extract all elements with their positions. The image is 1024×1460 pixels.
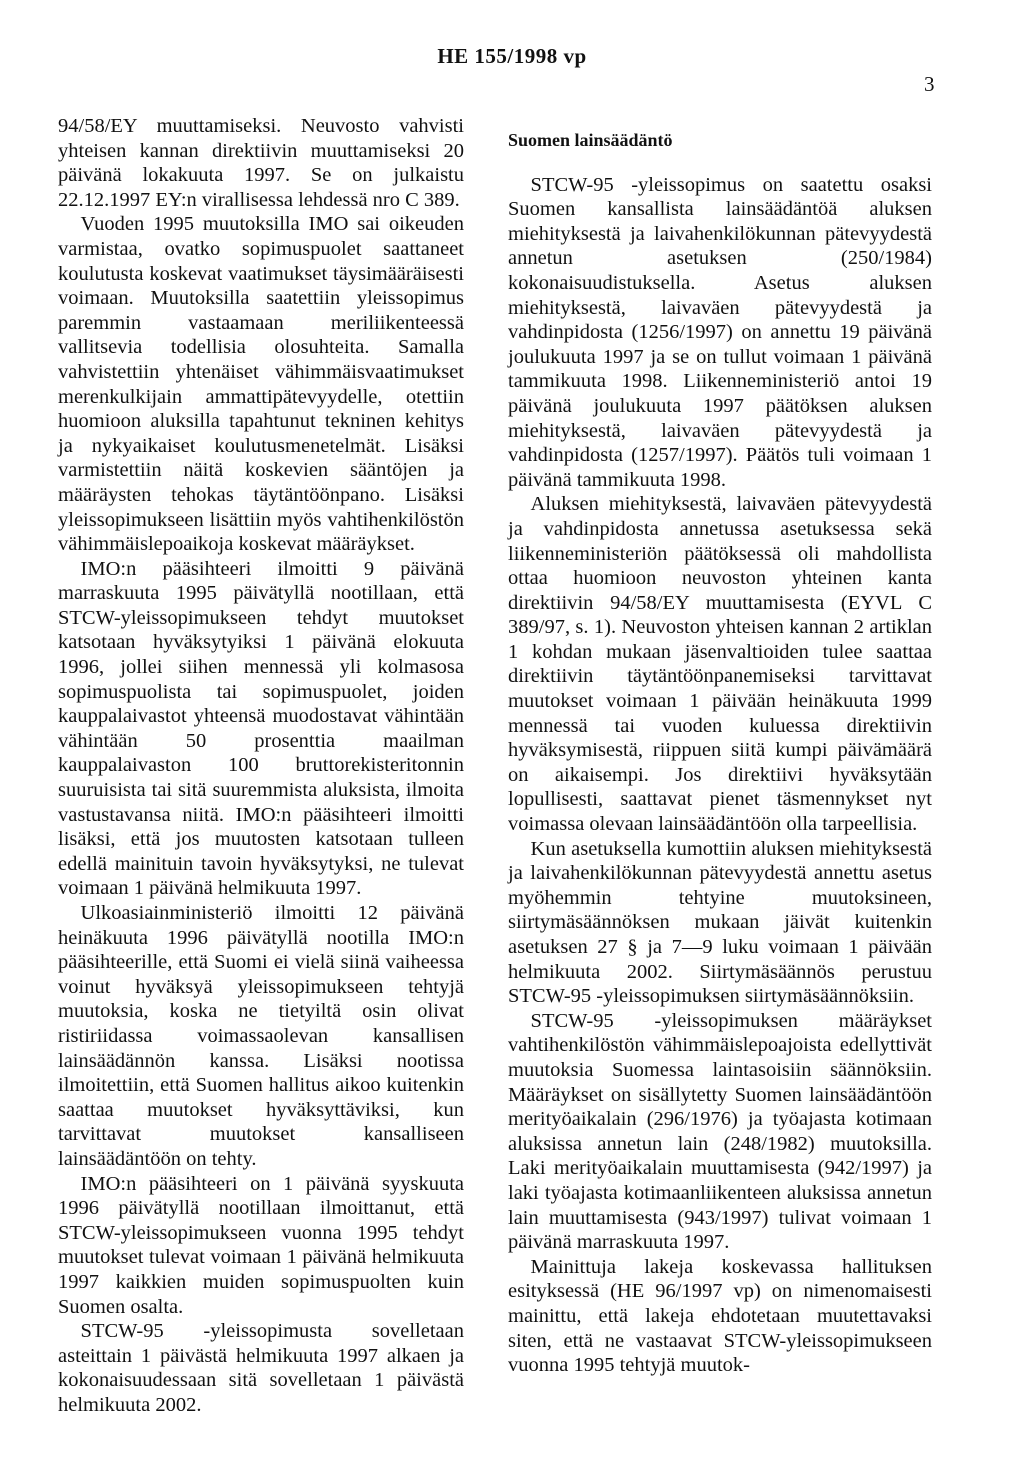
left-column bbox=[58, 114, 464, 1417]
page-number: 3 bbox=[924, 72, 935, 96]
paragraph: IMO:n pääsihteeri ilmoitti 9 päivänä marraskuuta 1995 päivätyllä nootillaan, että STCW-yleissopimukseen tehdyt muutokset katsotaan hyväksytyiksi 1 päivänä elokuuta 1996, jollei siihen mennessä yli kolmasosa sopimuspuolista tai sopimuspuolet, joiden kauppalaivastot yhteensä muodostavat vähintään vähintään 50 prosenttia maailman kauppalaivaston 100 bruttorekisteritonnin suuruisista tai sitä suuremmista aluksista, ilmoita vastustavansa niitä. IMO:n pääsihteeri ilmoitti lisäksi, että jos muutosten katsotaan tulleen edellä mainituin tavoin hyväksytyksi, ne tulevat voimaan 1 päivänä helmikuuta 1997. bbox=[58, 557, 464, 900]
paragraph: Vuoden 1995 muutoksilla IMO sai oikeuden varmistaa, ovatko sopimuspuolet saattaneet koulutusta koskevat vaatimukset täysimääräisesti voimaan. Muutoksilla saatettiin yleissopimus paremmin vastaamaan meriliikenteessä vallitsevia todellisia olosuhteita. Samalla vahvistettiin yhtenäiset vähimmäisvaatimukset merenkulkijain ammattipätevyydelle, otettiin huomioon aluksilla tapahtunut tekninen kehitys ja nykyaikaiset koulutusmenetelmät. Lisäksi varmistettiin näitä koskevien sääntöjen ja määräysten tehokas täytäntöönpano. Lisäksi yleissopimukseen lisättiin myös vahtihenkilöstön vähimmäislepoaikoja koskevat määräykset. bbox=[58, 213, 464, 556]
paragraph: STCW-95 -yleissopimuksen määräykset vahtihenkilöstön vähimmäislepoajoista edellyttivät muutoksia Suomessa laintasoisiin säännöksiin. Määräykset on sisällytetty Suomen lainsäädäntöön merityöaikalain (296/1976) ja työajasta kotimaan aluksissa annetun lain (248/1982) muutoksilla. Laki merityöaikalain muuttamisesta (942/1997) ja laki työajasta kotimaanliikenteen aluksissa annetun lain muuttamisesta (943/1997) tulivat voimaan 1 päivänä marraskuuta 1997. bbox=[508, 1009, 932, 1254]
paragraph: IMO:n pääsihteeri on 1 päivänä syyskuuta 1996 päivätyllä nootillaan ilmoittanut, että STCW-yleissopimukseen vuonna 1995 tehdyt muutokset tulevat voimaan 1 päivänä helmikuuta 1997 kaikkien muiden sopimuspuolten kuin Suomen osalta. bbox=[58, 1172, 464, 1318]
document-reference: HE 155/1998 vp bbox=[437, 44, 587, 68]
section-heading: Suomen lainsäädäntö bbox=[508, 130, 673, 150]
paragraph: Mainittuja lakeja koskevassa hallituksen esityksessä (HE 96/1997 vp) on nimenomaisesti mainittu, että lakeja ehdotetaan muutettavaksi siten, että ne vastaavat STCW-yleissopimukseen vuonna 1995 tehtyjä muutok- bbox=[508, 1255, 932, 1377]
paragraph: Aluksen miehityksestä, laivaväen pätevyydestä ja vahdinpidosta annetussa asetuksessa sekä liikenneministeriön päätöksessä oli mahdollista ottaa huomioon neuvoston yhteinen kanta direktiivin 94/58/EY muuttamisesta (EYVL C 389/97, s. 1). Neuvoston yhteisen kannan 2 artiklan 1 kohdan mukaan jäsenvaltioiden tulee saattaa direktiivin täytäntöönpanemiseksi tarvittavat muutokset voimaan 1 päivään heinäkuuta 1999 mennessä tai vuoden kuluessa direktiivin hyväksymisestä, riippuen siitä kumpi päivämäärä on aikaisempi. Jos direktiivi hyväksytään lopullisesti, saattavat pienet täsmennykset nyt voimassa olevaan lainsäädäntöön olla tarpeellisia. bbox=[508, 493, 932, 836]
paragraph: Kun asetuksella kumottiin aluksen miehityksestä ja laivahenkilökunnan pätevyydestä annettu asetus myöhemmin tehtyine muutoksineen, siirtymäsäännöksen mukaan jäivät kuitenkin asetuksen 27 § ja 7—9 luku voimaan 1 päivään helmikuuta 2002. Siirtymäsäännös perustuu STCW-95 -yleissopimuksen siirtymäsäännöksiin. bbox=[508, 837, 932, 1008]
paragraph: STCW-95 -yleissopimusta sovelletaan asteittain 1 päivästä helmikuuta 1997 alkaen ja kokonaisuudessaan sitä sovelletaan 1 päivästä helmikuuta 2002. bbox=[58, 1320, 464, 1416]
paragraph: STCW-95 -yleissopimus on saatettu osaksi Suomen kansallista lainsäädäntöä aluksen miehityksestä ja laivahenkilökunnan pätevyydestä annetun asetuksen (250/1984) kokonaisuudistuksella. Asetus aluksen miehityksestä, laivaväen pätevyydestä ja vahdinpidosta (1256/1997) on annettu 19 päivänä joulukuuta 1997 ja se on tullut voimaan 1 päivänä tammikuuta 1998. Liikenneministeriö antoi 19 päivänä joulukuuta 1997 päätöksen aluksen miehityksestä, laivaväen pätevyydestä ja vahdinpidosta (1257/1997). Päätös tuli voimaan 1 päivänä tammikuuta 1998. bbox=[508, 173, 932, 491]
paragraph: Ulkoasiainministeriö ilmoitti 12 päivänä heinäkuuta 1996 päivätyllä nootilla IMO:n pääsihteerille, että Suomi ei vielä siinä vaiheessa voinut hyväksyä yleissopimukseen tehtyjä muutoksia, koska ne tietyiltä osin olivat ristiriidassa voimassaolevan kansallisen lainsäädännön kanssa. Lisäksi nootissa ilmoitettiin, että Suomen hallitus aikoo kuitenkin saattaa muutokset hyväksyttäviksi, kun tarvittavat muutokset kansalliseen lainsäädäntöön on tehty. bbox=[58, 902, 464, 1170]
paragraph: 94/58/EY muuttamiseksi. Neuvosto vahvisti yhteisen kannan direktiivin muuttamiseksi 20 päivänä lokakuuta 1997. Se on julkaistu 22.12.1997 EY:n virallisessa lehdessä nro C 389. bbox=[58, 115, 464, 211]
right-column bbox=[508, 114, 932, 1378]
